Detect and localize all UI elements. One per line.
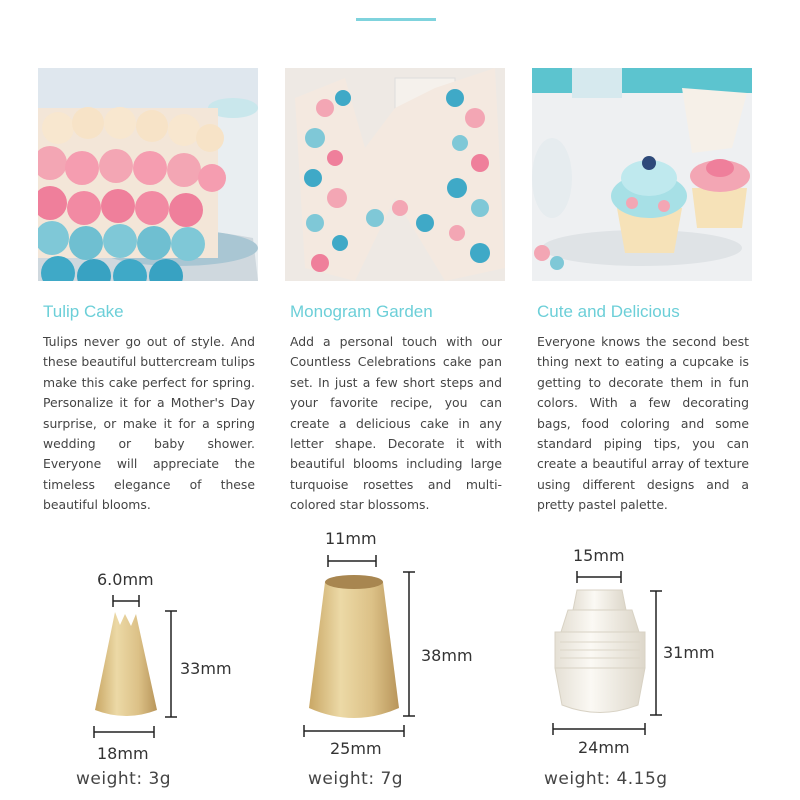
tip1-height-dimension: 33mm: [180, 659, 232, 678]
tip1-bottom-dimension: 18mm: [97, 744, 149, 763]
coupler-bottom-dimension: 24mm: [578, 738, 630, 757]
tip2-height-dimension: 38mm: [421, 646, 473, 665]
round-tip-illustration: [309, 575, 399, 718]
column-title-cute: Cute and Delicious: [537, 302, 680, 321]
column-text-tulip: Tulips never go out of style. And these beautiful buttercream tulips make this cake perfect for spring. Personalize it for a Mother's Day surprise, or make it for a spring wedding or baby shower. Everyone will appreciate the timeless elegance of these beautiful blooms.: [43, 334, 255, 513]
coupler-height-dimension: 31mm: [663, 643, 715, 662]
tip1-weight: weight: 3g: [76, 769, 172, 789]
tip2-bottom-dimension: 25mm: [330, 739, 382, 758]
column-text-monogram: Add a personal touch with our Countless Celebrations cake pan set. In just a few short steps and your favorite recipe, you can create a delicious cake in any letter shape. Decorate it with beautiful blooms including large turquoise rosettes and multi-colored star blossoms.: [290, 334, 502, 513]
coupler-weight: weight: 4.15g: [544, 769, 668, 789]
coupler-illustration: [555, 590, 645, 713]
coupler-top-dimension: 15mm: [573, 546, 625, 565]
tip2-top-dimension: 11mm: [325, 529, 377, 548]
column-title-tulip: Tulip Cake: [43, 302, 124, 321]
column-text-cute: Everyone knows the second best thing next to eating a cupcake is getting to decorate them in fun colors. With a few decorating bags, food coloring and some standard piping tips, you can create a beautiful array of texture using different designs and a pretty pastel palette.: [537, 334, 749, 513]
tip1-top-dimension: 6.0mm: [97, 570, 154, 589]
star-tip-illustration: [95, 612, 157, 716]
column-title-monogram: Monogram Garden: [290, 302, 433, 321]
tip2-weight: weight: 7g: [308, 769, 404, 789]
